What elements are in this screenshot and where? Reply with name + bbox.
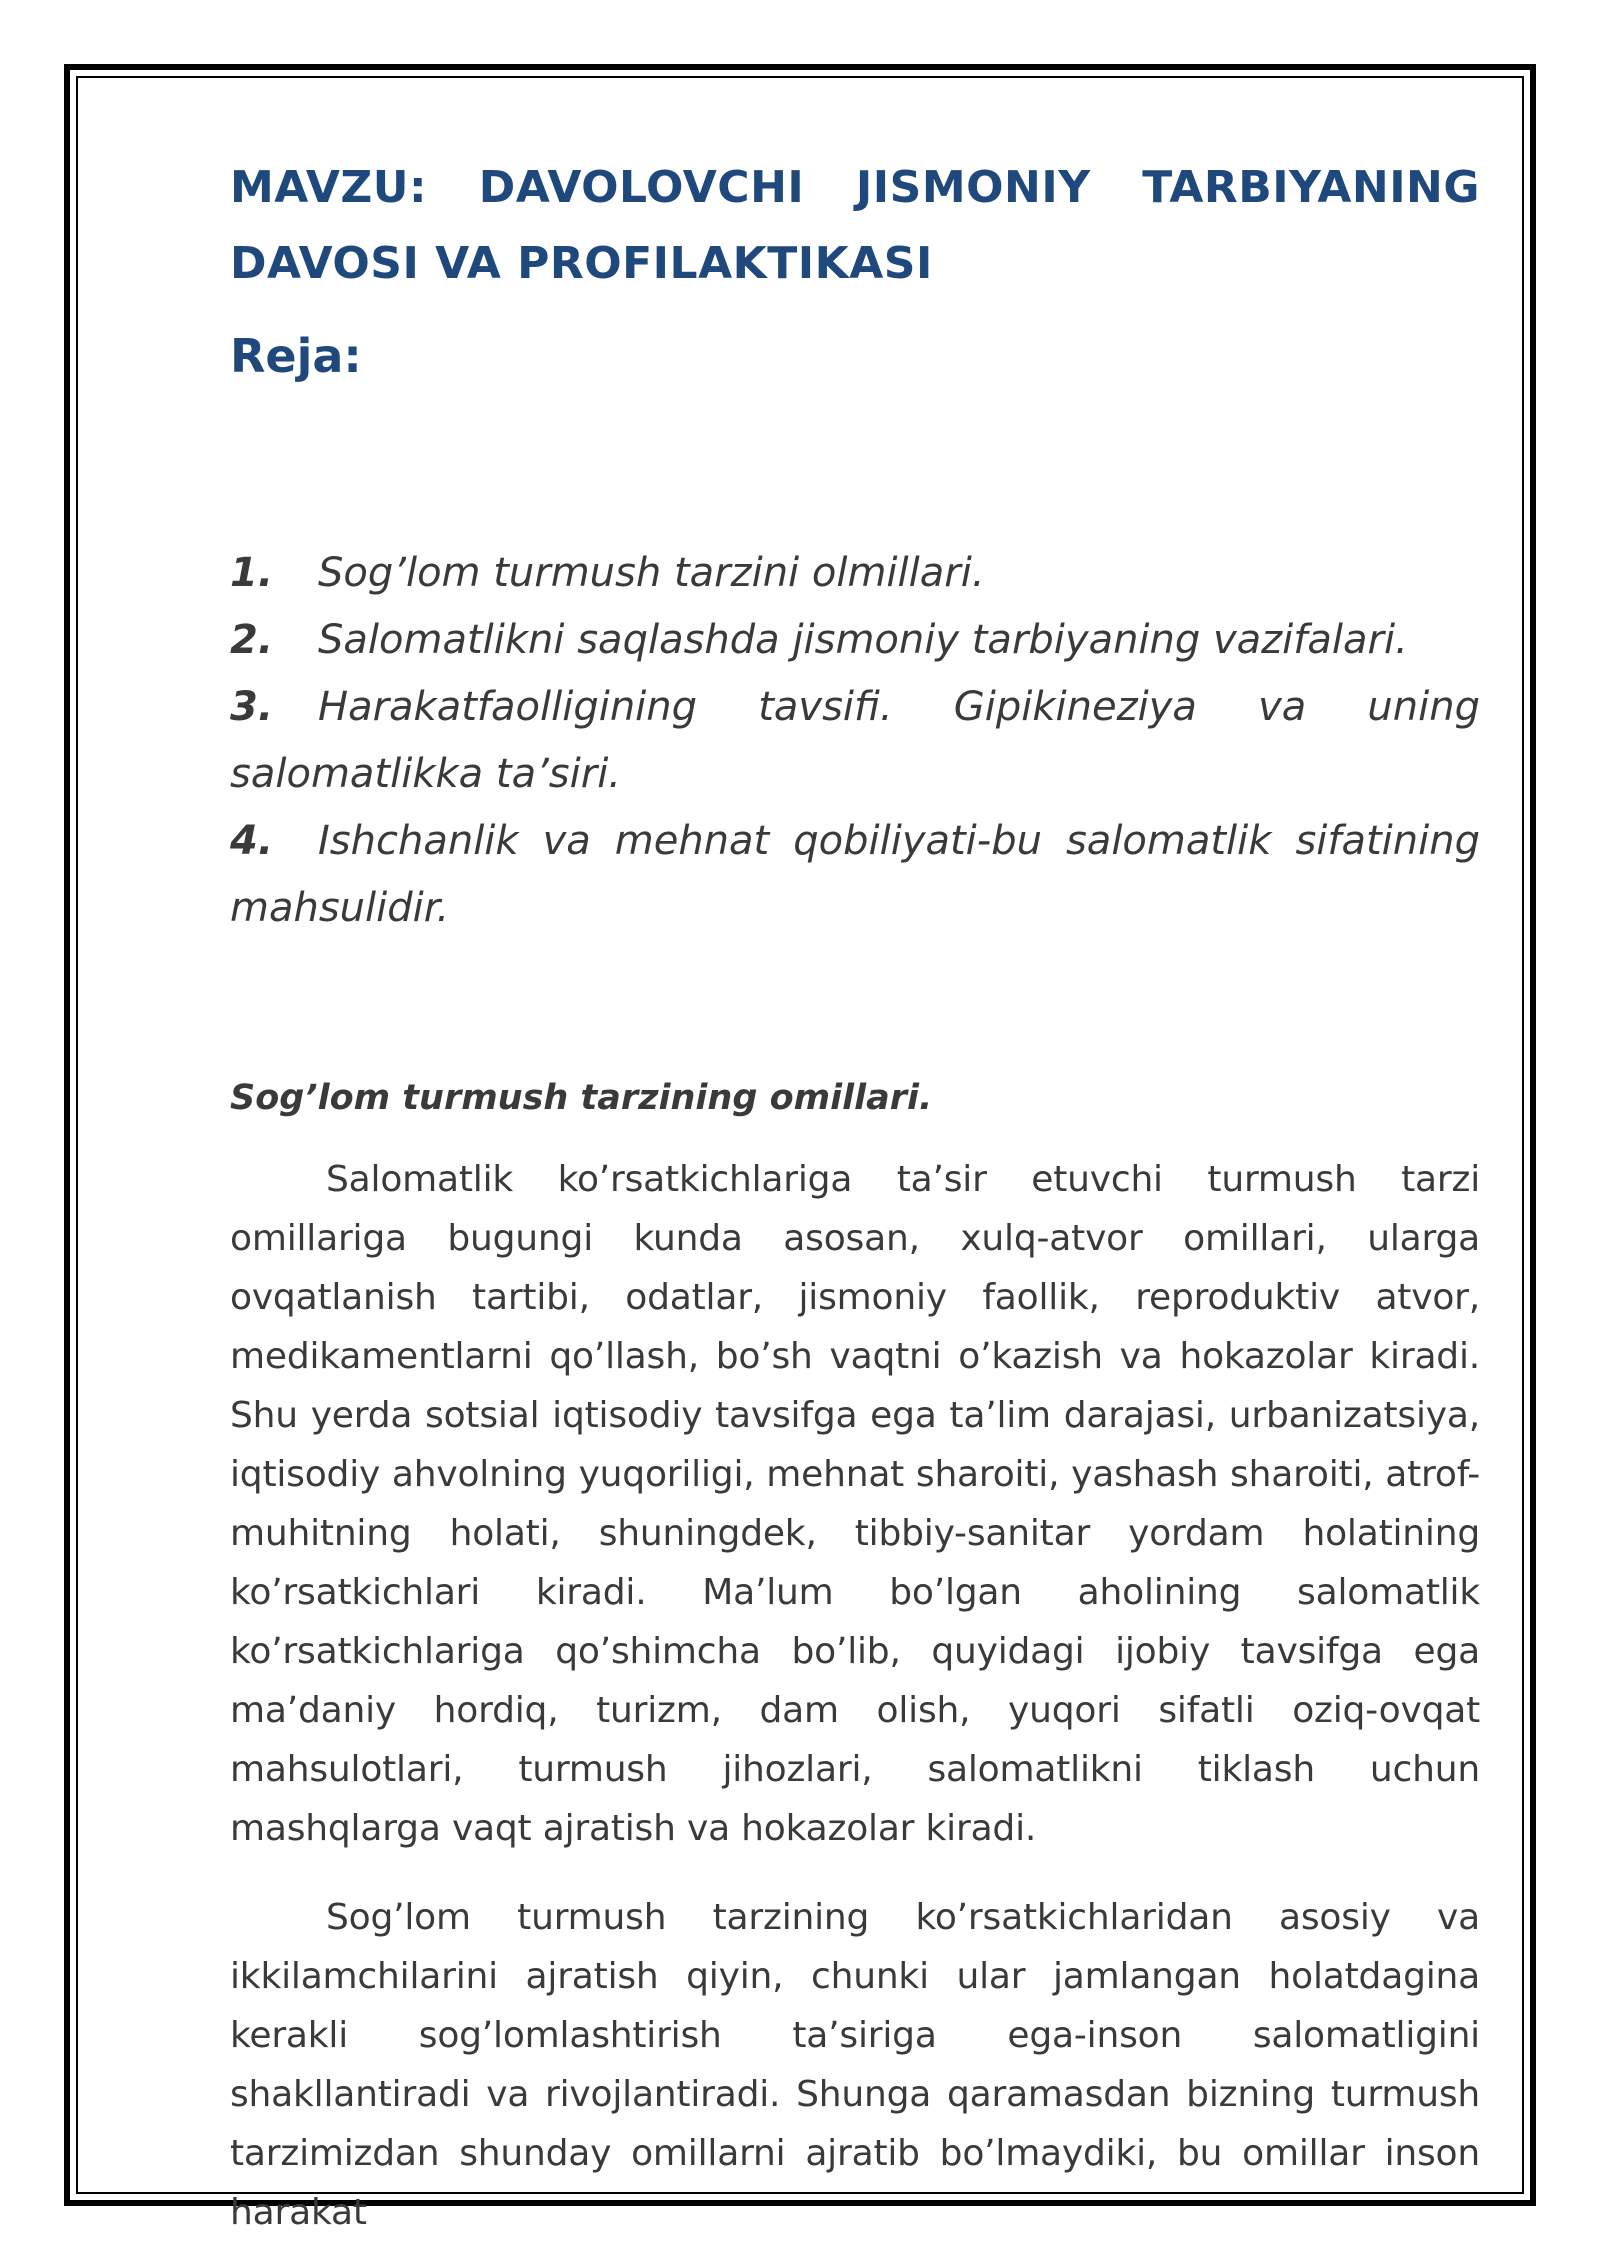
plan-list [230,540,1480,942]
document-body [230,150,1480,2242]
plan-item-number: 4. [230,818,274,864]
document-title: MAVZU: DAVOLOVCHI JISMONIY TARBIYANING DAVOSI VA PROFILAKTIKASI [230,162,1480,289]
plan-item-text: Sog’lom turmush tarzini olmillari. [318,550,985,596]
body-paragraph: Salomatlik ko’rsatkichlariga ta’sir etuvchi turmush tarzi omillariga bugungi kunda asosan, xulq-atvor omillari, ularga ovqatlanish tartibi, odatlar, jismoniy faollik, reproduktiv atvor, medikamentlarni qo’llash, bo’sh vaqtni o’kazish va hokazolar kiradi. Shu yerda sotsial iqtisodiy tavsifga ega ta’lim darajasi, urbanizatsiya, iqtisodiy ahvolning yuqoriligi, mehnat sharoiti, yashash sharoiti, atrof-muhitning holati, shuningdek, tibbiy-sanitar yordam holatining ko’rsatkichlari kiradi. Ma’lum bo’lgan aholining salomatlik ko’rsatkichlariga qo’shimcha bo’lib, quyidagi ijobiy tavsifga ega ma’daniy hordiq, turizm, dam olish, yuqori sifatli oziq-ovqat mahsulotlari, turmush jihozlari, salomatlikni tiklash uchun mashqlarga vaqt ajratish va hokazolar kiradi. [230,1159,1480,1849]
plan-item-number: 2. [230,617,274,663]
plan-heading: Reja: [230,329,362,383]
section-heading: Sog’lom turmush tarzining omillari. [230,1078,933,1118]
plan-item-text: Salomatlikni saqlashda jismoniy tarbiyaning vazifalari. [318,617,1408,663]
plan-item [230,808,1480,942]
plan-item [230,674,1480,808]
plan-item [230,607,1480,674]
plan-item-number: 3. [230,684,274,730]
plan-item [230,540,1480,607]
plan-item-text: Harakatfaolligining tavsifi. Gipikineziya va uning salomatlikka ta’siri. [230,684,1480,797]
plan-item-number: 1. [230,550,274,596]
body-paragraph: Sog’lom turmush tarzining ko’rsatkichlaridan asosiy va ikkilamchilarini ajratish qiyin, chunki ular jamlangan holatdagina kerakli sog’lomlashtirish ta’siriga ega-inson salomatligini shakllantiradi va rivojlantiradi. Shunga qaramasdan bizning turmush tarzimizdan shunday omillarni ajratib bo’lmaydiki, bu omillar inson harakat [230,1897,1480,2233]
plan-item-text: Ishchanlik va mehnat qobiliyati-bu salomatlik sifatining mahsulidir. [230,818,1480,931]
